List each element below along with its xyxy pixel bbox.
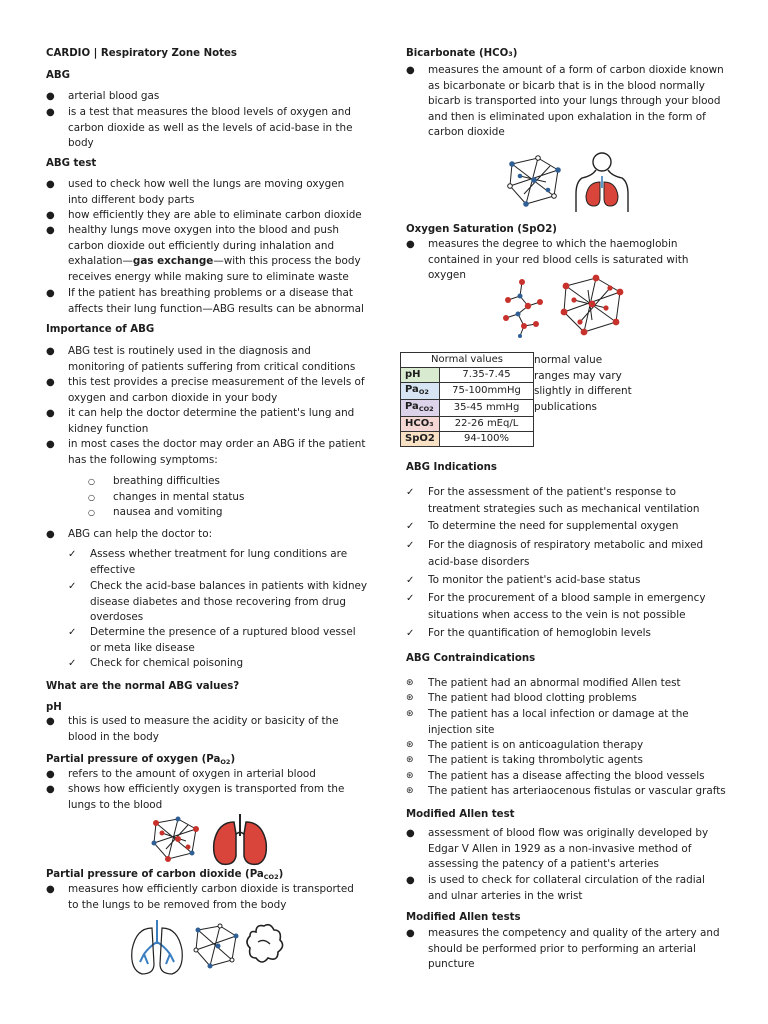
torso-lungs-icon [572,150,632,212]
table-key: pH [401,368,440,383]
table-note: normal value ranges may vary slightly in different publications [534,354,632,413]
table-key: $Pa_{O2}$ [401,383,440,400]
list-item: ● measures how efficiently carbon dioxide is transported to the lungs to be removed from the body [46,883,354,911]
table-value: 7.35-7.45 [440,368,534,383]
lungs-icon [128,918,186,976]
list-item: ● this is used to measure the acidity or basicity of the blood in the body [46,715,339,743]
check-item: ✓ For the assessment of the patient's response to treatment strategies such as mechanical ventilation [406,486,700,515]
list-item: ● measures the competency and quality of the artery and should be performed prior to performing an arterial puncture [406,927,720,970]
list-item: ● measures the degree to which the haemoglobin contained in your red blood cells is saturated with oxygen [406,238,689,281]
molecule-icon [558,272,628,338]
check-item: ✓ For the procurement of a blood sample in emergency situations when access to the vein is not possible [406,592,706,621]
abg-test-heading: ABG test [46,158,97,169]
table-value: 35-45 mmHg [440,400,534,417]
table-header-row [401,353,534,368]
list-item: ⊛ The patient had blood clotting problems [406,692,637,704]
symptom-item: ○ changes in mental status [88,491,245,503]
check-item: ✓ For the diagnosis of respiratory metabolic and mixed acid-base disorders [406,539,704,568]
abg-heading: ABG [46,70,71,81]
spo2-heading: Oxygen Saturation (SpO2) [406,224,557,235]
table-row [401,383,534,400]
table-value: 22-26 mEq/L [440,417,534,432]
list-item: ● in most cases the doctor may order an ABG if the patient has the following symptoms: [46,438,366,466]
symptom-item: ○ nausea and vomiting [88,506,223,518]
list-item: ⊛ The patient is taking thrombolytic agents [406,754,643,766]
allen-heading: Modified Allen test [406,809,515,820]
importance-heading: Importance of ABG [46,324,155,335]
list-item: ● it can help the doctor determine the patient's lung and kidney function [46,407,355,435]
paco2-heading: Partial pressure of carbon dioxide $(Pa_{CO2})$ [46,869,284,881]
table-header: Normal values [401,353,534,368]
allen-tests-heading: Modified Allen tests [406,912,521,923]
table-row [401,417,534,432]
molecule-icon [504,152,566,208]
check-item: ✓ Check for chemical poisoning [68,657,244,669]
list-item: ● healthy lungs move oxygen into the blood and push carbon dioxide out efficiently during inhalation and exhalation—gas exchange—with this process the body receives energy while making sure to eliminate waste [46,224,361,283]
check-item: ✓ Determine the presence of a ruptured blood vessel or meta like disease [68,626,356,654]
ph-heading: pH [46,702,62,713]
table-row [401,368,534,383]
normal-values-question: What are the normal ABG values? [46,681,240,692]
list-item: ● ABG test is routinely used in the diagnosis and monitoring of patients suffering from critical conditions [46,345,356,373]
contraindications-heading: ABG Contraindications [406,653,536,664]
list-item: ⊛ The patient had an abnormal modified Allen test [406,677,681,689]
table-row [401,432,534,447]
list-item: ● how efficiently they are able to eliminate carbon dioxide [46,209,362,221]
gas-exchange-term: gas exchange [132,255,214,267]
exhale-cloud-icon [244,922,286,970]
check-item: ✓ For the quantification of hemoglobin levels [406,627,651,639]
table-value: 75-100mmHg [440,383,534,400]
list-item: ● used to check how well the lungs are moving oxygen into different body parts [46,178,345,206]
list-item: ● ABG can help the doctor to: [46,528,213,540]
hco3-heading: Bicarbonate (HCO₃) [406,48,518,59]
list-item: ● measures the amount of a form of carbon dioxide known as bicarbonate or bicarb that is in the blood normally bicarb is transported into your lungs through your blood and then is eliminated upon exhalation in the form of carbon dioxide [406,64,724,138]
check-item: ✓ Check the acid-base balances in patients with kidney disease diabetes and those recovering from drug overdoses [68,580,368,623]
table-key: SpO2 [401,432,440,447]
list-item: ● is used to check for collateral circulation of the radial and ulnar arteries in the wrist [406,874,705,902]
check-item: ✓ To monitor the patient's acid-base status [406,574,641,586]
hemoglobin-icon [498,278,546,338]
molecule-icon [192,922,240,972]
lungs-icon [210,812,270,867]
pao2-heading: Partial pressure of oxygen $(Pa_{O2})$ [46,754,236,766]
list-item: ● is a test that measures the blood levels of oxygen and carbon dioxide as well as the levels of acid-base in the body [46,106,353,149]
list-item: ● this test provides a precise measurement of the levels of oxygen and carbon dioxide in your body [46,376,365,404]
check-item: ✓ Assess whether treatment for lung conditions are effective [68,548,348,576]
list-item: ● shows how efficiently oxygen is transported from the lungs to the blood [46,783,345,811]
list-item: ⊛ The patient has a local infection or damage at the injection site [406,708,689,736]
list-item: ● refers to the amount of oxygen in arterial blood [46,768,316,780]
table-row [401,400,534,417]
check-item: ✓ To determine the need for supplemental oxygen [406,520,679,532]
indications-heading: ABG Indications [406,462,497,473]
molecule-icon [148,813,203,865]
list-item: ⊛ The patient is on anticoagulation therapy [406,739,644,751]
page-title: CARDIO | Respiratory Zone Notes [46,48,237,59]
table-key: $Pa_{CO2}$ [401,400,440,417]
list-item: ⊛ The patient has arteriaocenous fistulas or vascular grafts [406,785,726,797]
normal-values-table [400,352,534,447]
table-key: HCO₃ [401,417,440,432]
list-item: ● assessment of blood flow was originally developed by Edgar V Allen in 1929 as a non-invasive method of assessing the patency of a patient's arteries [406,827,709,870]
symptom-item: ○ breathing difficulties [88,475,220,487]
list-item: ● If the patient has breathing problems or a disease that affects their lung function—ABG results can be abnormal [46,287,364,315]
list-item: ⊛ The patient has a disease affecting the blood vessels [406,770,705,782]
table-value: 94-100% [440,432,534,447]
list-item: ● arterial blood gas [46,90,160,102]
